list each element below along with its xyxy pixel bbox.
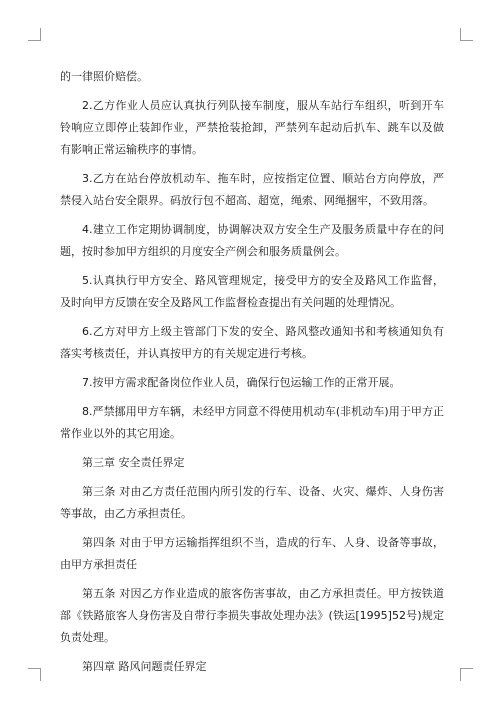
paragraph-item-6: 6.乙方对甲方上级主管部门下发的安全、路风整改通知书和考核通知负有落实考核责任，并认真按甲方的有关规定进行考核。 bbox=[60, 325, 444, 360]
crop-mark-top-right bbox=[460, 28, 473, 41]
paragraph-item-7: 7.按甲方需求配备岗位作业人员，确保行包运输工作的正常开展。 bbox=[82, 376, 401, 389]
chapter-heading-4: 第四章 路风问题责任界定 bbox=[82, 660, 207, 673]
crop-mark-bottom-left bbox=[28, 668, 41, 681]
document-body bbox=[60, 66, 444, 685]
crop-mark-bottom-right bbox=[460, 668, 473, 681]
paragraph-item-4: 4.建立工作定期协调制度，协调解决双方安全生产及服务质量中存在的问题，按时参加甲方组织的月度安全产例会和服务质量例会。 bbox=[60, 223, 444, 258]
paragraph-continuation: 的一律照价赔偿。 bbox=[60, 70, 148, 83]
crop-mark-top-left bbox=[28, 28, 41, 41]
article-3: 第三条 对由乙方责任范围内所引发的行车、设备、火灾、爆炸、人身伤害等事故，由乙方承担责任。 bbox=[60, 485, 444, 520]
paragraph-item-2: 2.乙方作业人员应认真执行列队接车制度，服从车站行车组织，听到开车铃响应立即停止装卸作业，严禁抢装抢卸，严禁列车起动后扒车、跳车以及做有影响正常运输秩序的事情。 bbox=[60, 99, 444, 156]
paragraph-item-8: 8.严禁挪用甲方车辆，未经甲方同意不得使用机动车(非机动车)用于甲方正常作业以外的其它用途。 bbox=[60, 405, 444, 440]
paragraph-item-3: 3.乙方在站台停放机动车、拖车时，应按指定位置、顺站台方向停放，严禁侵入站台安全限界。码放行包不超高、超宽，绳索、网绳捆牢，不致用落。 bbox=[60, 172, 444, 207]
article-4: 第四条 对由于甲方运输指挥组织不当，造成的行车、人身、设备等事故，由甲方承担责任 bbox=[60, 536, 444, 571]
chapter-heading-3: 第三章 安全责任界定 bbox=[82, 456, 185, 469]
paragraph-item-5: 5.认真执行甲方安全、路风管理规定，接受甲方的安全及路风工作监督，及时向甲方反馈在安全及路风工作监督检查提出有关问题的处理情况。 bbox=[60, 274, 444, 309]
article-5: 第五条 对因乙方作业造成的旅客伤害事故，由乙方承担责任。甲方按铁道部《铁路旅客人身伤害及自带行李损失事故处理办法》(铁运[1995]52号)规定负责处理。 bbox=[60, 587, 444, 644]
